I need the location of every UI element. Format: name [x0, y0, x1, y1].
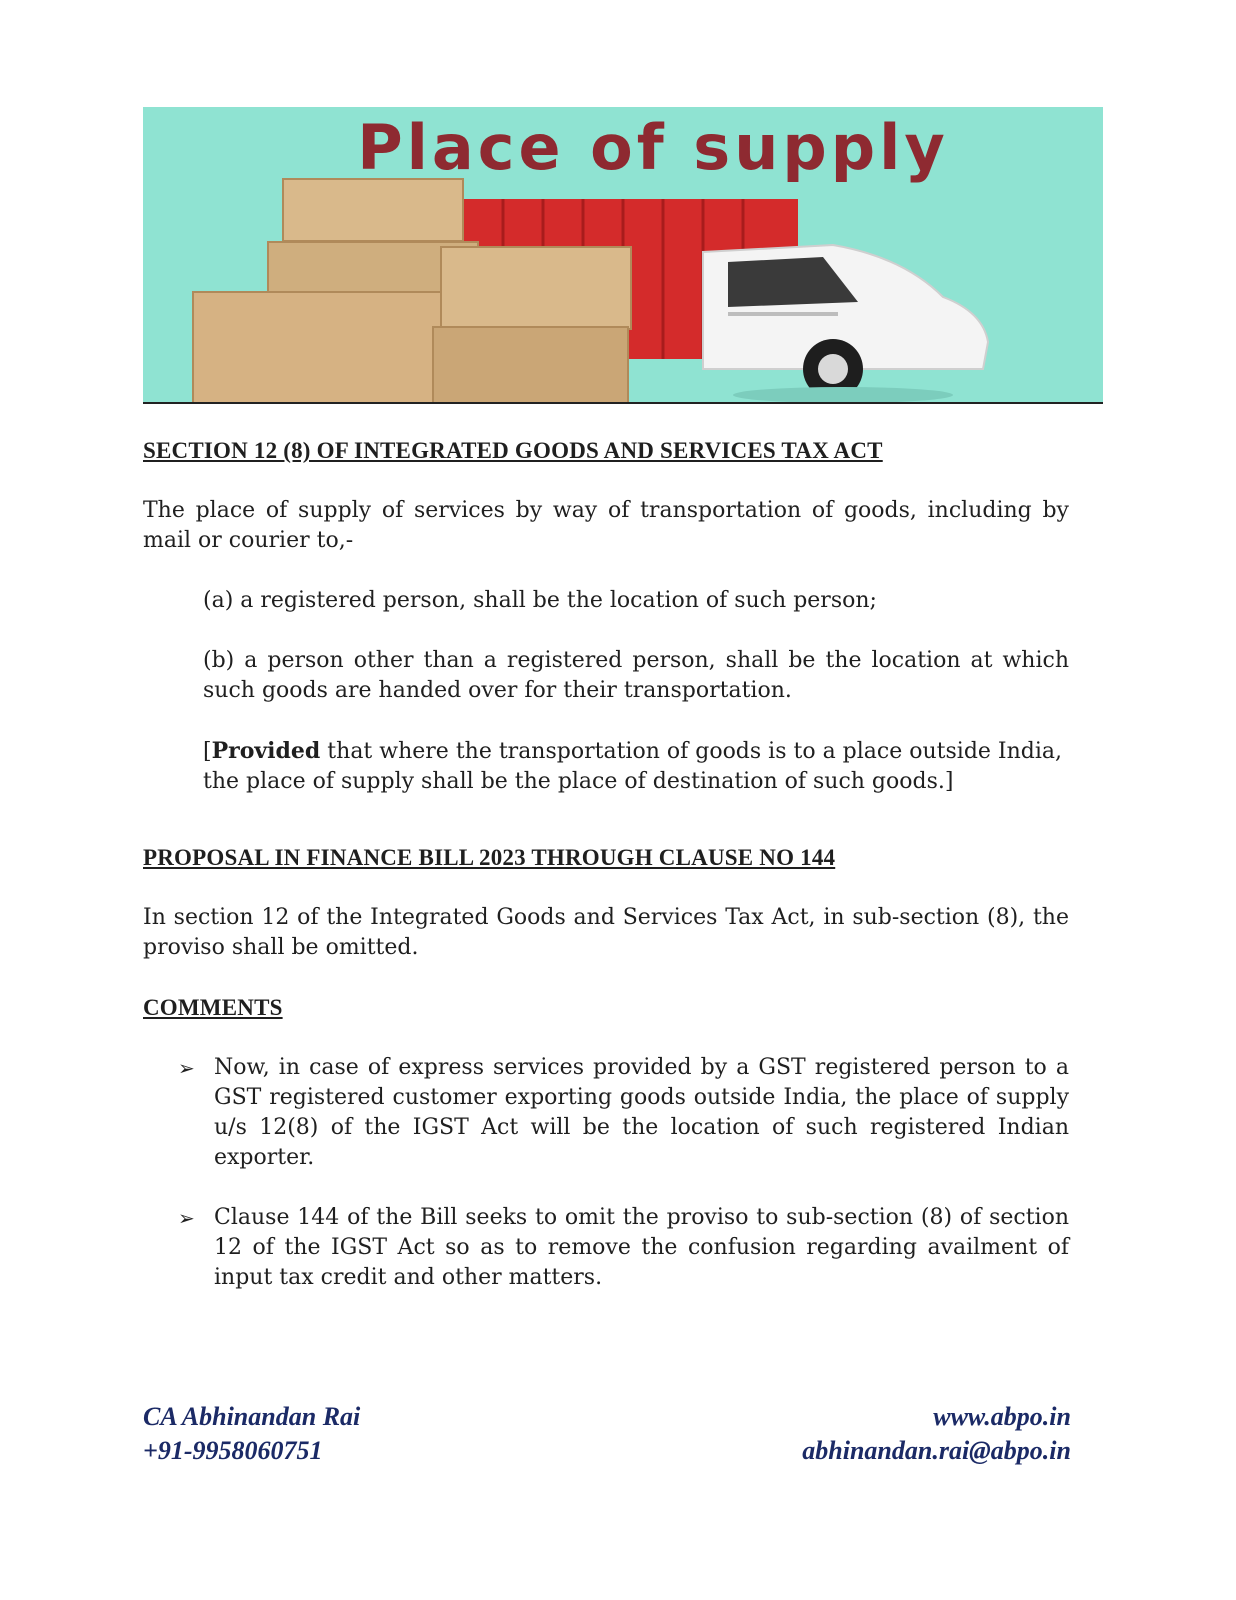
author-name: CA Abhinandan Rai — [143, 1402, 361, 1431]
proviso-bold-word: Provided — [211, 738, 321, 764]
proviso-rest: that where the transportation of goods is to a place outside India, the place of supply shall be the place of destination of such goods.] — [203, 739, 1063, 794]
section-heading-igst: SECTION 12 (8) OF INTEGRATED GOODS AND SERVICES TAX ACT — [143, 438, 883, 463]
arrow-bullet-icon: ➢ — [178, 1056, 195, 1080]
document-body — [143, 436, 1069, 1293]
comments-list — [143, 1053, 1069, 1293]
proposal-body: In section 12 of the Integrated Goods and Services Tax Act, in sub-section (8), the proviso shall be omitted. — [143, 905, 1069, 960]
section-heading-comments: COMMENTS — [143, 995, 283, 1020]
arrow-bullet-icon: ➢ — [178, 1206, 195, 1230]
header-banner-image — [143, 107, 1103, 403]
footer-contact — [802, 1400, 1071, 1468]
comment-text: Now, in case of express services provided by a GST registered person to a GST registered customer exporting goods outside India, the place of supply u/s 12(8) of the IGST Act will be the location of such registered Indian exporter. — [214, 1055, 1069, 1170]
author-phone: +91-9958060751 — [143, 1436, 323, 1465]
section-heading-proposal: PROPOSAL IN FINANCE BILL 2023 THROUGH CLAUSE NO 144 — [143, 845, 836, 870]
proviso-text — [203, 736, 1069, 797]
website-link[interactable]: www.abpo.in — [933, 1402, 1071, 1431]
clause-a: (a) a registered person, shall be the location of such person; — [203, 588, 877, 613]
proviso-bracket: [ — [203, 739, 212, 764]
list-item — [143, 1053, 1069, 1173]
clause-b: (b) a person other than a registered person, shall be the location at which such goods are handed over for their transportation. — [203, 648, 1069, 703]
footer-author — [143, 1400, 360, 1468]
list-item — [143, 1203, 1069, 1293]
banner-title: Place of supply — [357, 111, 949, 184]
section-intro: The place of supply of services by way of transportation of goods, including by mail or courier to,- — [143, 498, 1069, 553]
email-link[interactable]: abhinandan.rai@abpo.in — [802, 1436, 1071, 1465]
divider-rule — [143, 402, 1103, 404]
comment-text: Clause 144 of the Bill seeks to omit the proviso to sub-section (8) of section 12 of the IGST Act so as to remove the confusion regarding availment of input tax credit and other matters. — [214, 1205, 1069, 1290]
